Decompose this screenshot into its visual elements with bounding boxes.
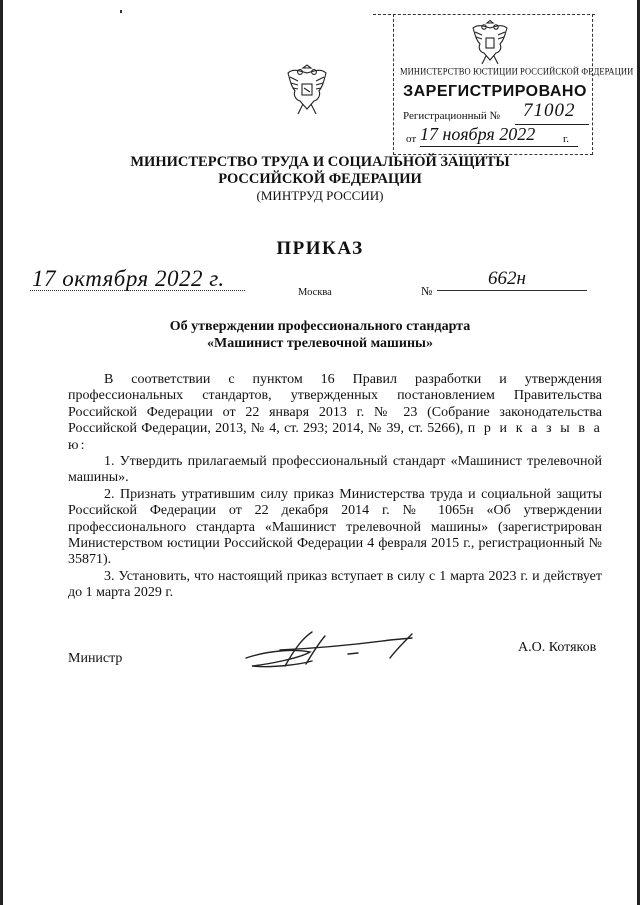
- order-number-label: №: [421, 284, 433, 298]
- order-number: 662н: [488, 268, 526, 289]
- coat-of-arms-icon: [285, 64, 329, 116]
- page-edge-left: [0, 0, 3, 905]
- scan-mark: [120, 10, 122, 13]
- stamp-reg-label: Регистрационный №: [403, 110, 501, 122]
- organization-name-line2: РОССИЙСКОЙ ФЕДЕРАЦИИ: [218, 171, 422, 187]
- stamp-date-suffix: г.: [563, 133, 570, 145]
- item-3: 3. Установить, что настоящий приказ вступает в силу с 1 марта 2023 г. и действует до 1 марта 2029 г.: [68, 568, 602, 601]
- organization-name-line1: МИНИСТЕРСТВО ТРУДА И СОЦИАЛЬНОЙ ЗАЩИТЫ: [130, 154, 510, 170]
- document-title: [0, 318, 640, 352]
- preamble-text: В соответствии с пунктом 16 Правил разработки и утверждения профессиональных стандартов, утвержденных постановлением Правительства Российской Федерации от 22 января 2013 г. № 23 (Собрание законодательства Российской Федерации, 2013, № 4, ст. 293; 2014, № 39, ст. 5266),: [68, 372, 602, 437]
- stamp-registered: ЗАРЕГИСТРИРОВАНО: [403, 83, 587, 100]
- signatory-name: А.О. Котяков: [518, 640, 597, 655]
- item-2: 2. Признать утратившим силу приказ Министерства труда и социальной защиты Российской Федерации от 22 декабря 2014 г. № 1065н «Об утверждении профессионального стандарта «Машинист трелевочной машины» (зарегистрирован Министерством юстиции Российской Федерации 4 февраля 2015 г., регистрационный № 35871).: [68, 486, 602, 568]
- stamp-date-underline: [420, 146, 578, 147]
- order-place: Москва: [298, 287, 332, 298]
- order-number-underline: [437, 290, 587, 291]
- organization-name: [0, 154, 640, 188]
- order-word: п р и к а з ы в а ю:: [68, 421, 603, 453]
- stamp-date-value: 17 ноября 2022: [420, 124, 536, 144]
- document-type: ПРИКАЗ: [276, 238, 364, 259]
- stamp-reg-number: 71002: [523, 100, 576, 121]
- signatory-title: Министр: [68, 651, 123, 666]
- handwritten-signature: [240, 628, 430, 673]
- order-date-underline: [30, 290, 245, 291]
- document-title-line2: «Машинист трелевочной машины»: [207, 336, 433, 351]
- document-body: [68, 372, 602, 602]
- organization-short-name: (МИНТРУД РОССИИ): [256, 188, 384, 203]
- stamp-ministry: МИНИСТЕРСТВО ЮСТИЦИИ РОССИЙСКОЙ ФЕДЕРАЦИИ: [400, 65, 634, 77]
- stamp-date-label: от: [406, 133, 417, 145]
- order-date: 17 октября 2022 г.: [32, 266, 225, 291]
- coat-of-arms-icon: [470, 20, 510, 66]
- document-title-line1: Об утверждении профессионального стандарта: [169, 319, 471, 334]
- item-1: 1. Утвердить прилагаемый профессиональный стандарт «Машинист трелевочной машины».: [68, 454, 602, 486]
- preamble-paragraph: [68, 372, 602, 454]
